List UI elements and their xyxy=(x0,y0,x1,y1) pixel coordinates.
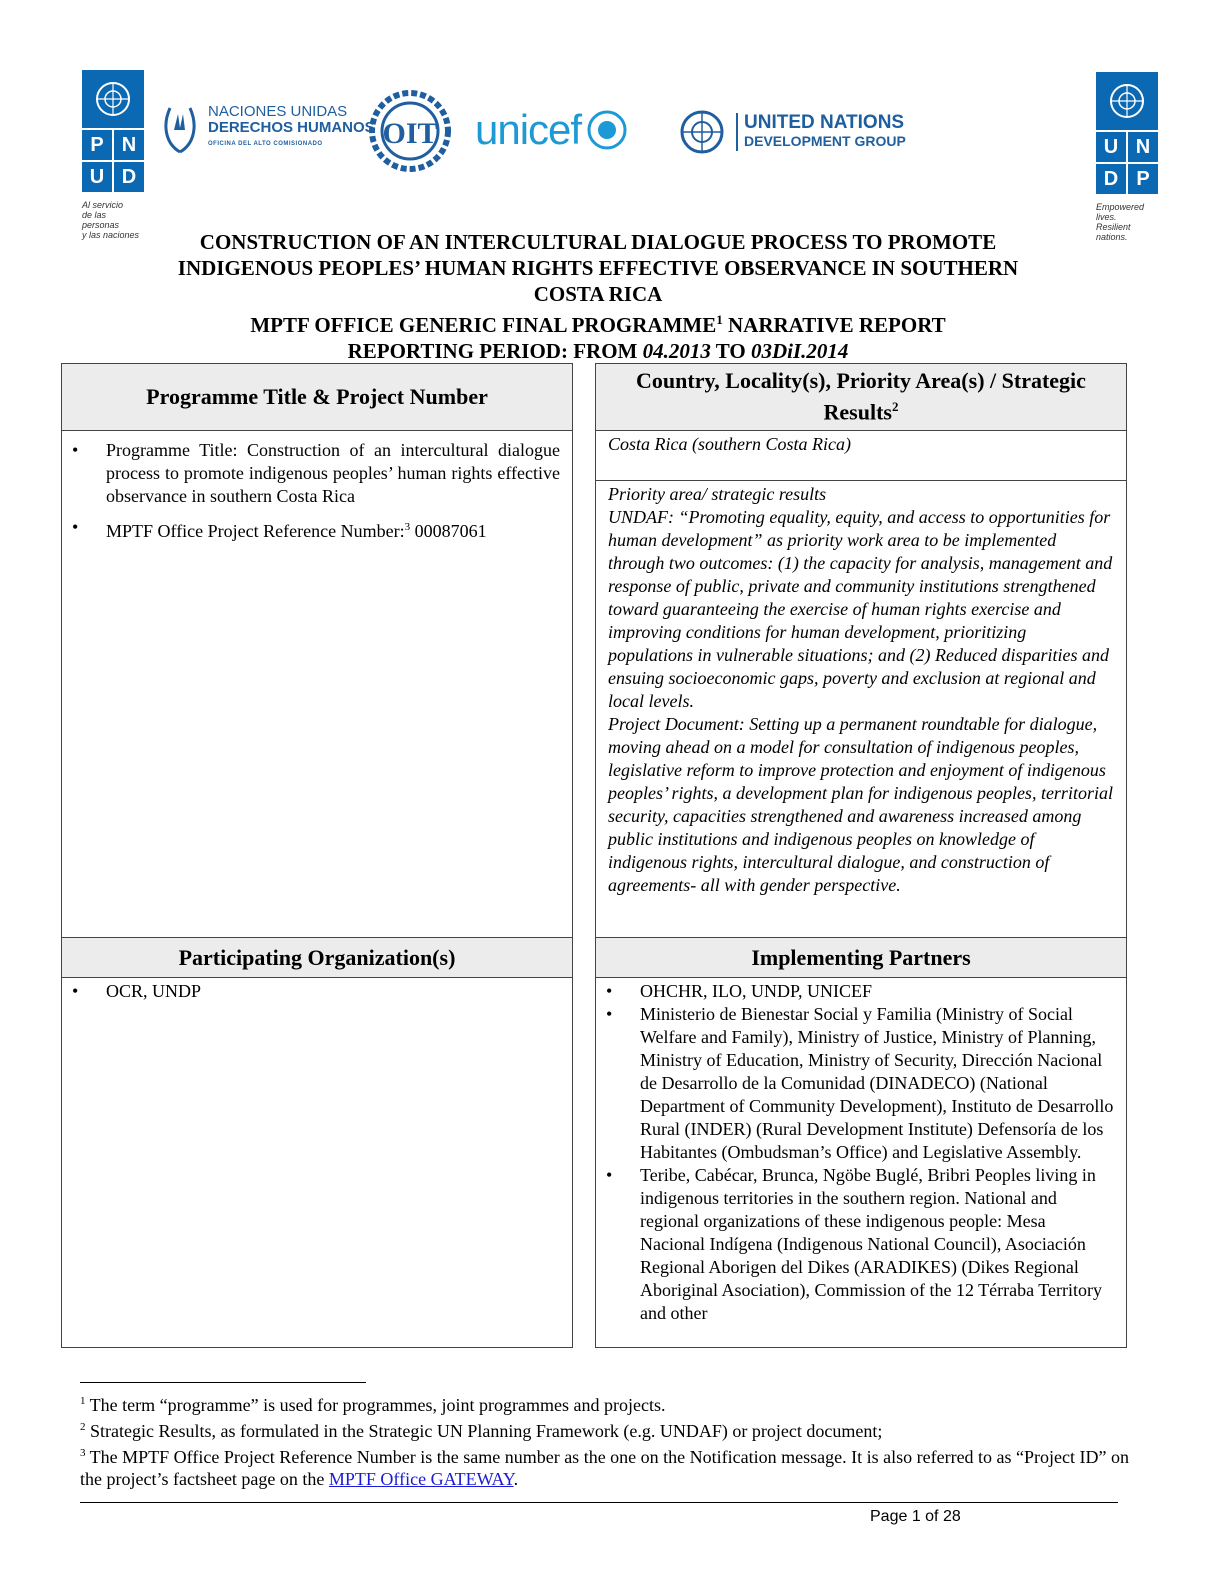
ohchr-line2: DERECHOS HUMANOS xyxy=(208,119,375,136)
page-footer-divider xyxy=(80,1502,1118,1503)
footnote-1: $^1$ The term “programme” is used for programmes, joint programmes and projects. xyxy=(80,1395,666,1415)
pnud-logo xyxy=(82,70,144,240)
reference-number-item: • MPTF Office Project Reference Number:$^3$ 00087061 xyxy=(62,516,560,543)
priority-label: Priority area/ strategic results xyxy=(608,484,827,504)
partner-item: • OHCHR, ILO, UNDP, UNICEF xyxy=(596,980,1114,1003)
title-line: CONSTRUCTION OF AN INTERCULTURAL DIALOGUE PROCESS TO PROMOTE xyxy=(199,230,997,254)
un-emblem-icon xyxy=(1096,72,1158,130)
page-number: Page 1 of 28 xyxy=(870,1508,961,1525)
undp-letter: N xyxy=(1128,132,1158,162)
undp-tagline: Empowered lives. Resilient nations. xyxy=(1096,202,1145,242)
implementing-partners-cell xyxy=(596,977,1126,1325)
programme-title-header: Programme Title & Project Number xyxy=(62,364,572,430)
unicef-logo xyxy=(475,108,629,152)
programme-info-cell xyxy=(62,430,572,937)
country-cell: Costa Rica (southern Costa Rica) xyxy=(596,430,1126,480)
title-line: INDIGENOUS PEOPLES’ HUMAN RIGHTS EFFECTIVE OBSERVANCE IN SOUTHERN xyxy=(177,256,1019,280)
report-title xyxy=(60,229,1136,364)
undg-line1: UNITED NATIONS xyxy=(744,112,905,133)
un-emblem-icon xyxy=(676,108,728,156)
laurel-hand-icon xyxy=(158,100,202,156)
priority-area-cell xyxy=(596,480,1126,937)
oit-logo xyxy=(362,88,458,179)
title-line: COSTA RICA xyxy=(533,282,663,306)
unicef-globe-icon xyxy=(585,108,629,152)
un-emblem-icon xyxy=(82,70,144,128)
pnud-letter: N xyxy=(114,130,144,160)
footnote-2: $^2$ Strategic Results, as formulated in the Strategic UN Planning Framework (e.g. UNDAF) or project document; xyxy=(80,1421,883,1441)
pnud-letter: P xyxy=(82,130,112,160)
country-priority-header: Country, Locality(s), Priority Area(s) / Strategic Results$^2$ xyxy=(596,364,1126,430)
report-type: MPTF OFFICE GENERIC FINAL PROGRAMME$^1$ NARRATIVE REPORT xyxy=(250,312,946,337)
undp-logo xyxy=(1096,72,1158,242)
partner-item: • Teribe, Cabécar, Brunca, Ngöbe Buglé, Bribri Peoples living in indigenous territories in the southern region. National and regional organizations of these indigenous people: Mesa Nacional Indígena (Indigenous National Council), Asociación Regional Aborigen del Dikes (ARADIKES) (Dikes Regional Aboriginal Asociation), Commission of the 12 Térraba Territory and other xyxy=(596,1164,1114,1325)
pnud-letter: D xyxy=(114,162,144,192)
project-document-text: Project Document: Setting up a permanent roundtable for dialogue, moving ahead on a model for consultation of indigenous peoples, legislative reform to improve protection and enjoyment of indigenous peoples’ rights, a development plan for indigenous peoples, territorial security, capacities strengthened and awareness increased among public institutions and indigenous peoples on knowledge of indigenous rights, intercultural dialogue, and construction of agreements- all with gender perspective. xyxy=(608,714,1113,895)
unicef-wordmark: unicef xyxy=(475,106,582,153)
org-item: • OCR, UNDP xyxy=(62,980,560,1003)
pnud-letter: U xyxy=(82,162,112,192)
participating-orgs-cell xyxy=(62,977,572,1003)
left-table xyxy=(61,363,573,1348)
reporting-period: REPORTING PERIOD: FROM 04.2013 TO 03DiI.2014 xyxy=(347,339,849,363)
programme-title-item: • Programme Title: Construction of an intercultural dialogue process to promote indigenous peoples’ human rights effective observance in southern Costa Rica xyxy=(62,439,560,508)
undp-letter: P xyxy=(1128,164,1158,194)
participating-orgs-header: Participating Organization(s) xyxy=(62,937,572,977)
ohchr-line3: OFICINA DEL ALTO COMISIONADO xyxy=(208,141,323,147)
ohchr-logo xyxy=(158,100,375,156)
footnote-divider xyxy=(80,1382,366,1383)
undaf-text: UNDAF: “Promoting equality, equity, and access to opportunities for human development” as priority work area to be implemented through two outcomes: (1) the capacity for analysis, management and response of public, private and community institutions strengthened toward guaranteeing the exercise of human rights exercise and improving conditions for human development, prioritizing populations in vulnerable situations; and (2) Reduced disparities and ensuing socioeconomic gaps, poverty and exclusion at regional and local levels. xyxy=(608,507,1113,711)
undg-line2: DEVELOPMENT GROUP xyxy=(744,133,906,149)
mptf-gateway-link[interactable]: MPTF Office GATEWAY xyxy=(328,1469,514,1489)
oit-text: OIT xyxy=(382,117,438,150)
undp-letter: U xyxy=(1096,132,1126,162)
ohchr-line1: NACIONES UNIDAS xyxy=(208,103,348,120)
partner-item: • Ministerio de Bienestar Social y Familia (Ministry of Social Welfare and Family), Ministry of Justice, Ministry of Planning, Ministry of Education, Ministry of Security, Dirección Nacional de Desarrollo de la Comunidad (DINADECO) (National Department of Community Development), Instituto de Desarrollo Rural (INDER) (Rural Development Institute) Defensoría de los Habitantes (Ombudsman’s Office) and Legislative Assembly. xyxy=(596,1003,1114,1164)
pnud-tagline: Al servicio de las personas y las naciones xyxy=(82,200,140,240)
undp-letter: D xyxy=(1096,164,1126,194)
footnotes xyxy=(80,1390,1140,1490)
implementing-partners-header: Implementing Partners xyxy=(596,937,1126,977)
footnote-3: $^3$ The MPTF Office Project Reference Number is the same number as the one on the Notification message. It is also referred to as “Project ID” on the project’s factsheet page on the MPTF Office GATEWAY. xyxy=(80,1447,1130,1489)
right-table xyxy=(595,363,1127,1348)
undg-logo xyxy=(676,108,906,156)
